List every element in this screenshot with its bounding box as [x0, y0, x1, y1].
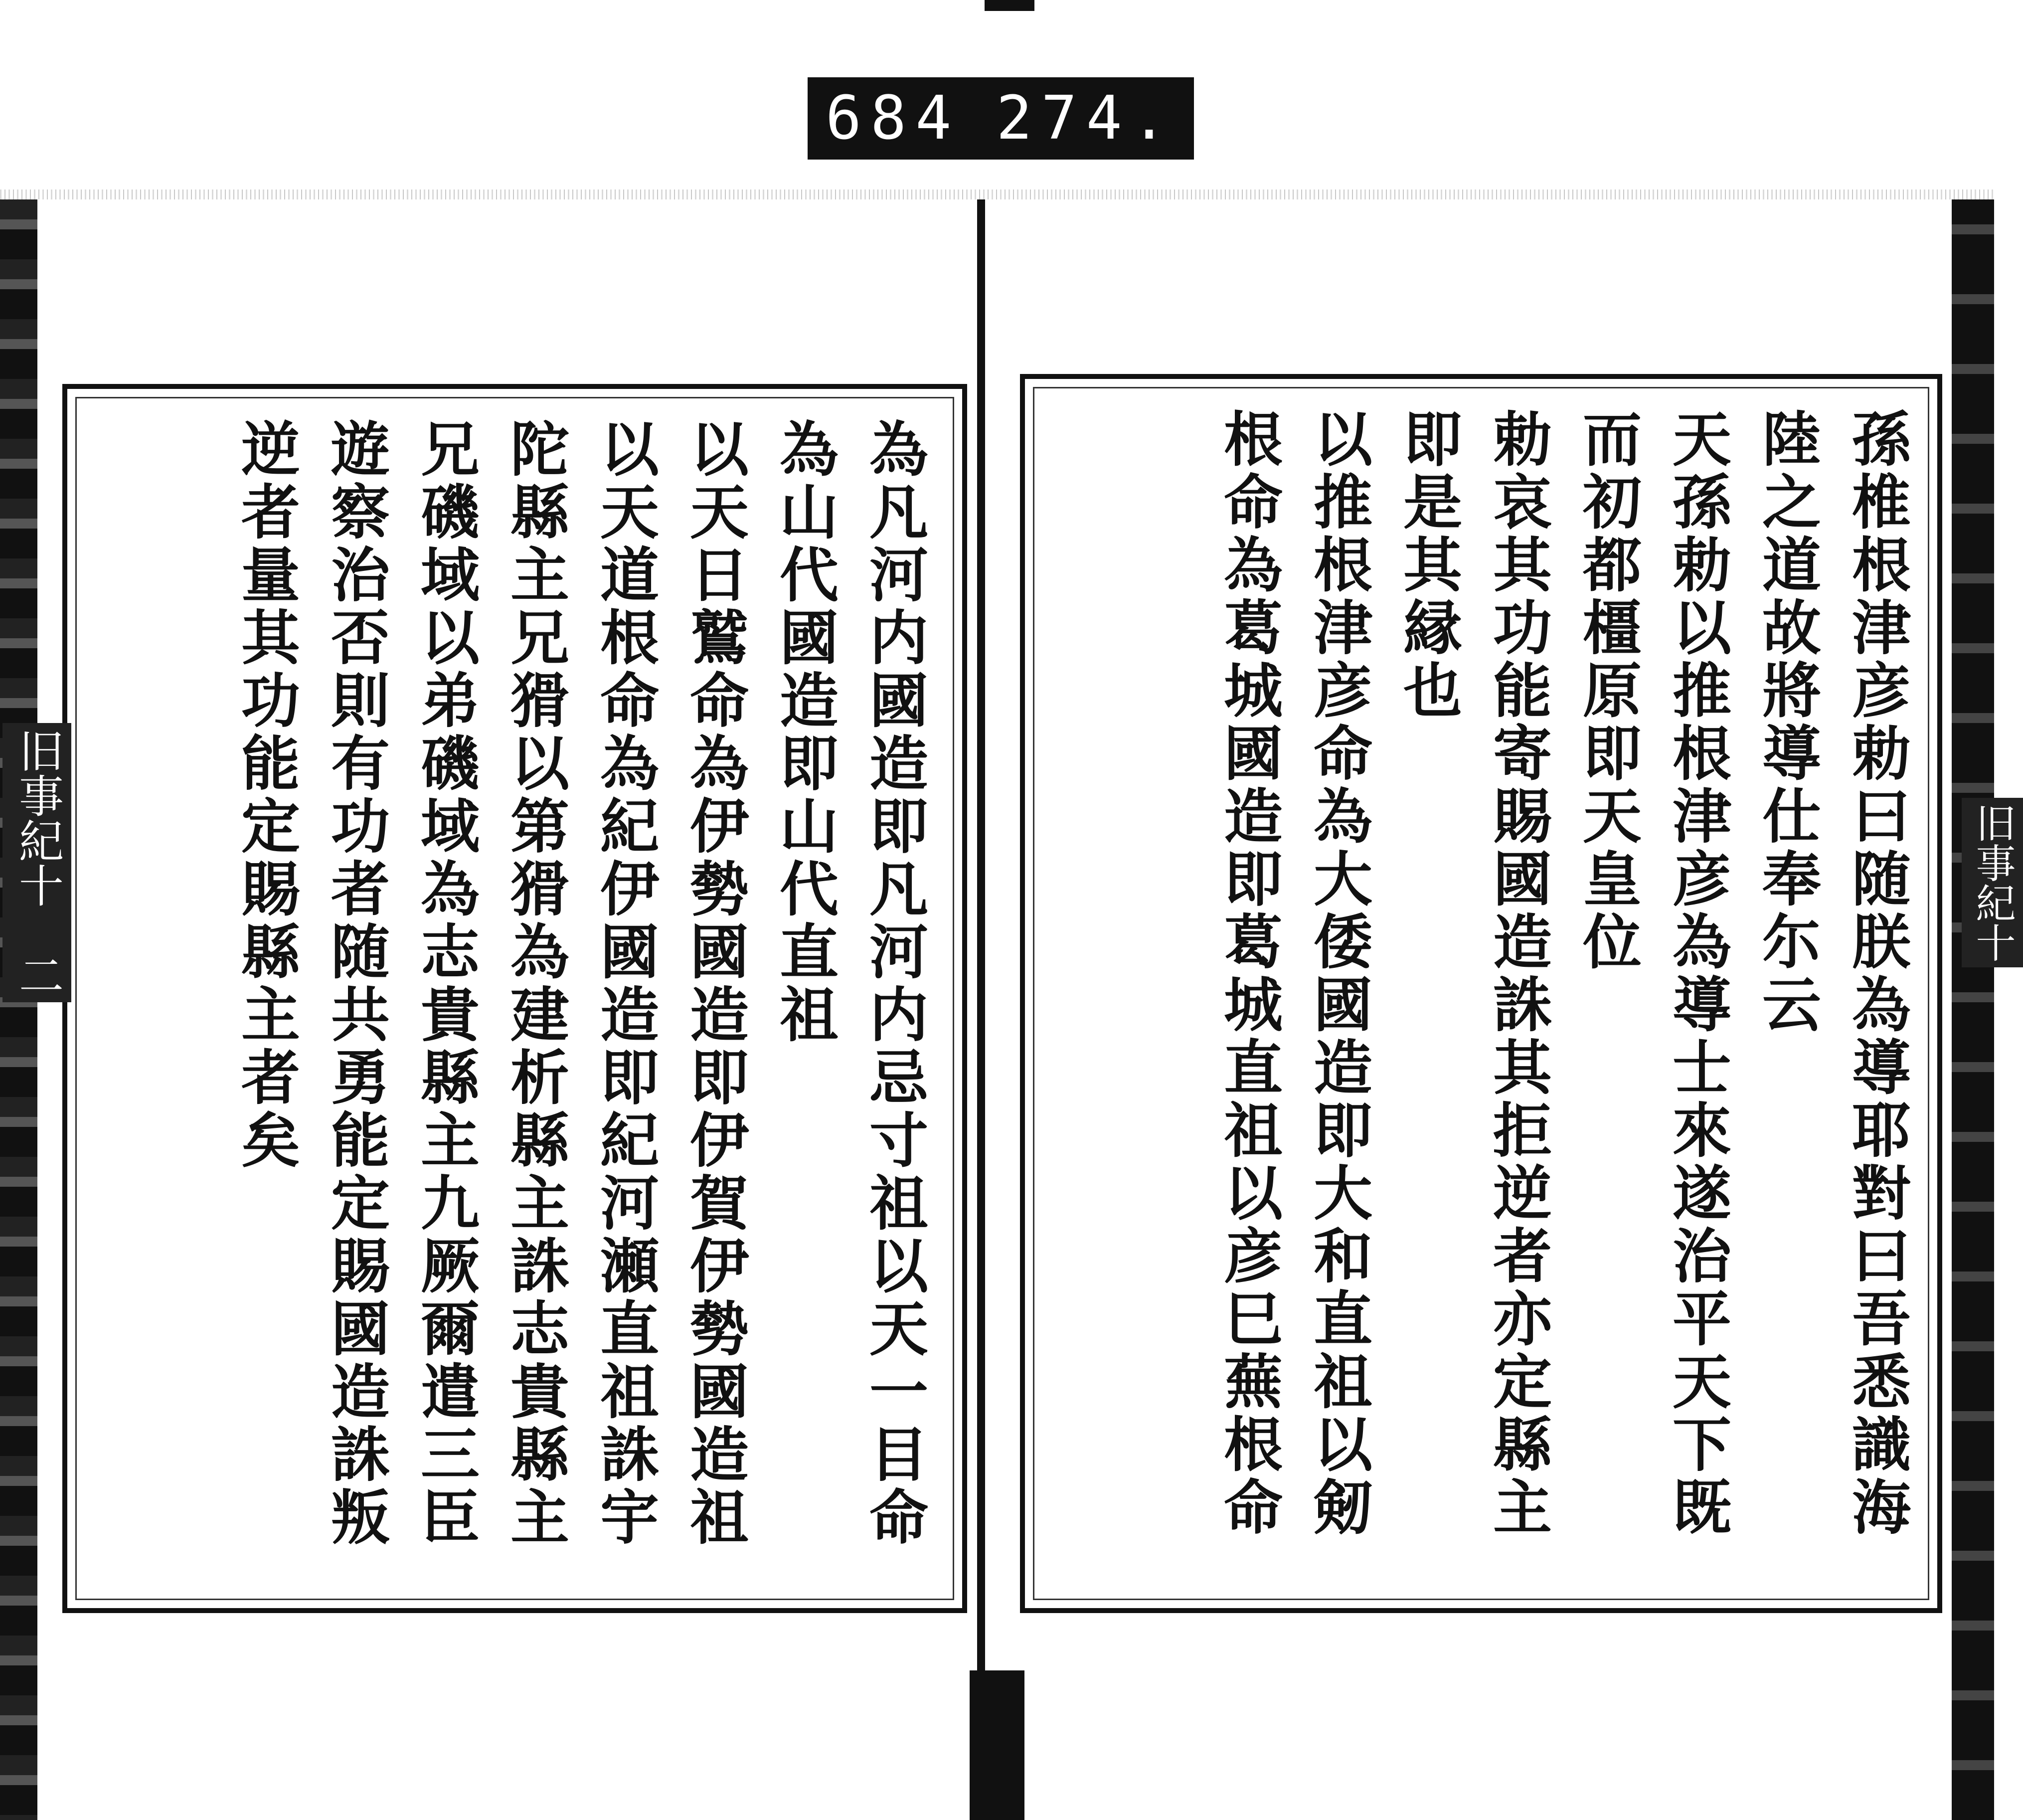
text-column: 為凡河内國造即凡河内忌寸祖以天一目命 [859, 418, 929, 1549]
text-column: 根命為葛城國造即葛城直祖以彦巳蕪根命 [1214, 408, 1283, 1539]
text-column: 陸之道故將導仕奉尓云 [1752, 408, 1822, 1037]
right-page-inner-border [1033, 387, 1929, 1600]
text-column: 以天道根命為紀伊國造即紀河瀬直祖誅宇 [590, 418, 660, 1549]
text-column: 為山代國造即山代直祖 [770, 418, 839, 1047]
left-margin-title: 旧事紀十 二 [2, 723, 71, 1002]
left-book-edge [0, 199, 37, 1820]
right-page [985, 199, 1952, 1820]
stamp-left-number: 684 [825, 84, 961, 153]
text-column: 孫椎根津彦勅曰随朕為導耶對曰吾悉識海 [1842, 408, 1911, 1539]
right-book-edge [1952, 199, 1994, 1820]
right-margin-title: 旧事紀十 [1962, 798, 2023, 967]
text-column: 兄磯域以弟磯域為志貴縣主九厥爾遣三臣 [411, 418, 480, 1549]
text-column: 即是其縁也 [1393, 408, 1463, 723]
left-page [37, 199, 977, 1820]
spine-shadow [970, 1670, 1024, 1820]
text-column: 勅哀其功能寄賜國造誅其拒逆者亦定縣主 [1483, 408, 1552, 1539]
left-page-frame [62, 384, 967, 1613]
text-column: 以推根津彦命為大倭國造即大和直祖以剱 [1304, 408, 1373, 1539]
book-spine [977, 199, 985, 1820]
text-column: 逆者量其功能定賜縣主者矣 [231, 418, 301, 1172]
text-column: 天孫勅以推根津彦為導士來遂治平天下既 [1663, 408, 1732, 1539]
right-page-frame [1020, 374, 1942, 1613]
text-column: 以天日鷲命為伊勢國造即伊賀伊勢國造祖 [680, 418, 749, 1549]
text-column: 而初都橿原即天皇位 [1573, 408, 1642, 974]
text-column: 陀縣主兄猾以第猾為建析縣主誅志貴縣主 [501, 418, 570, 1549]
left-page-inner-border [75, 397, 954, 1600]
catalog-stamp [808, 77, 1194, 160]
stamp-right-number: 274. [996, 84, 1177, 153]
text-column: 遊察治否則有功者随共勇能定賜國造誅叛 [321, 418, 390, 1549]
top-binding-mark [985, 0, 1034, 11]
